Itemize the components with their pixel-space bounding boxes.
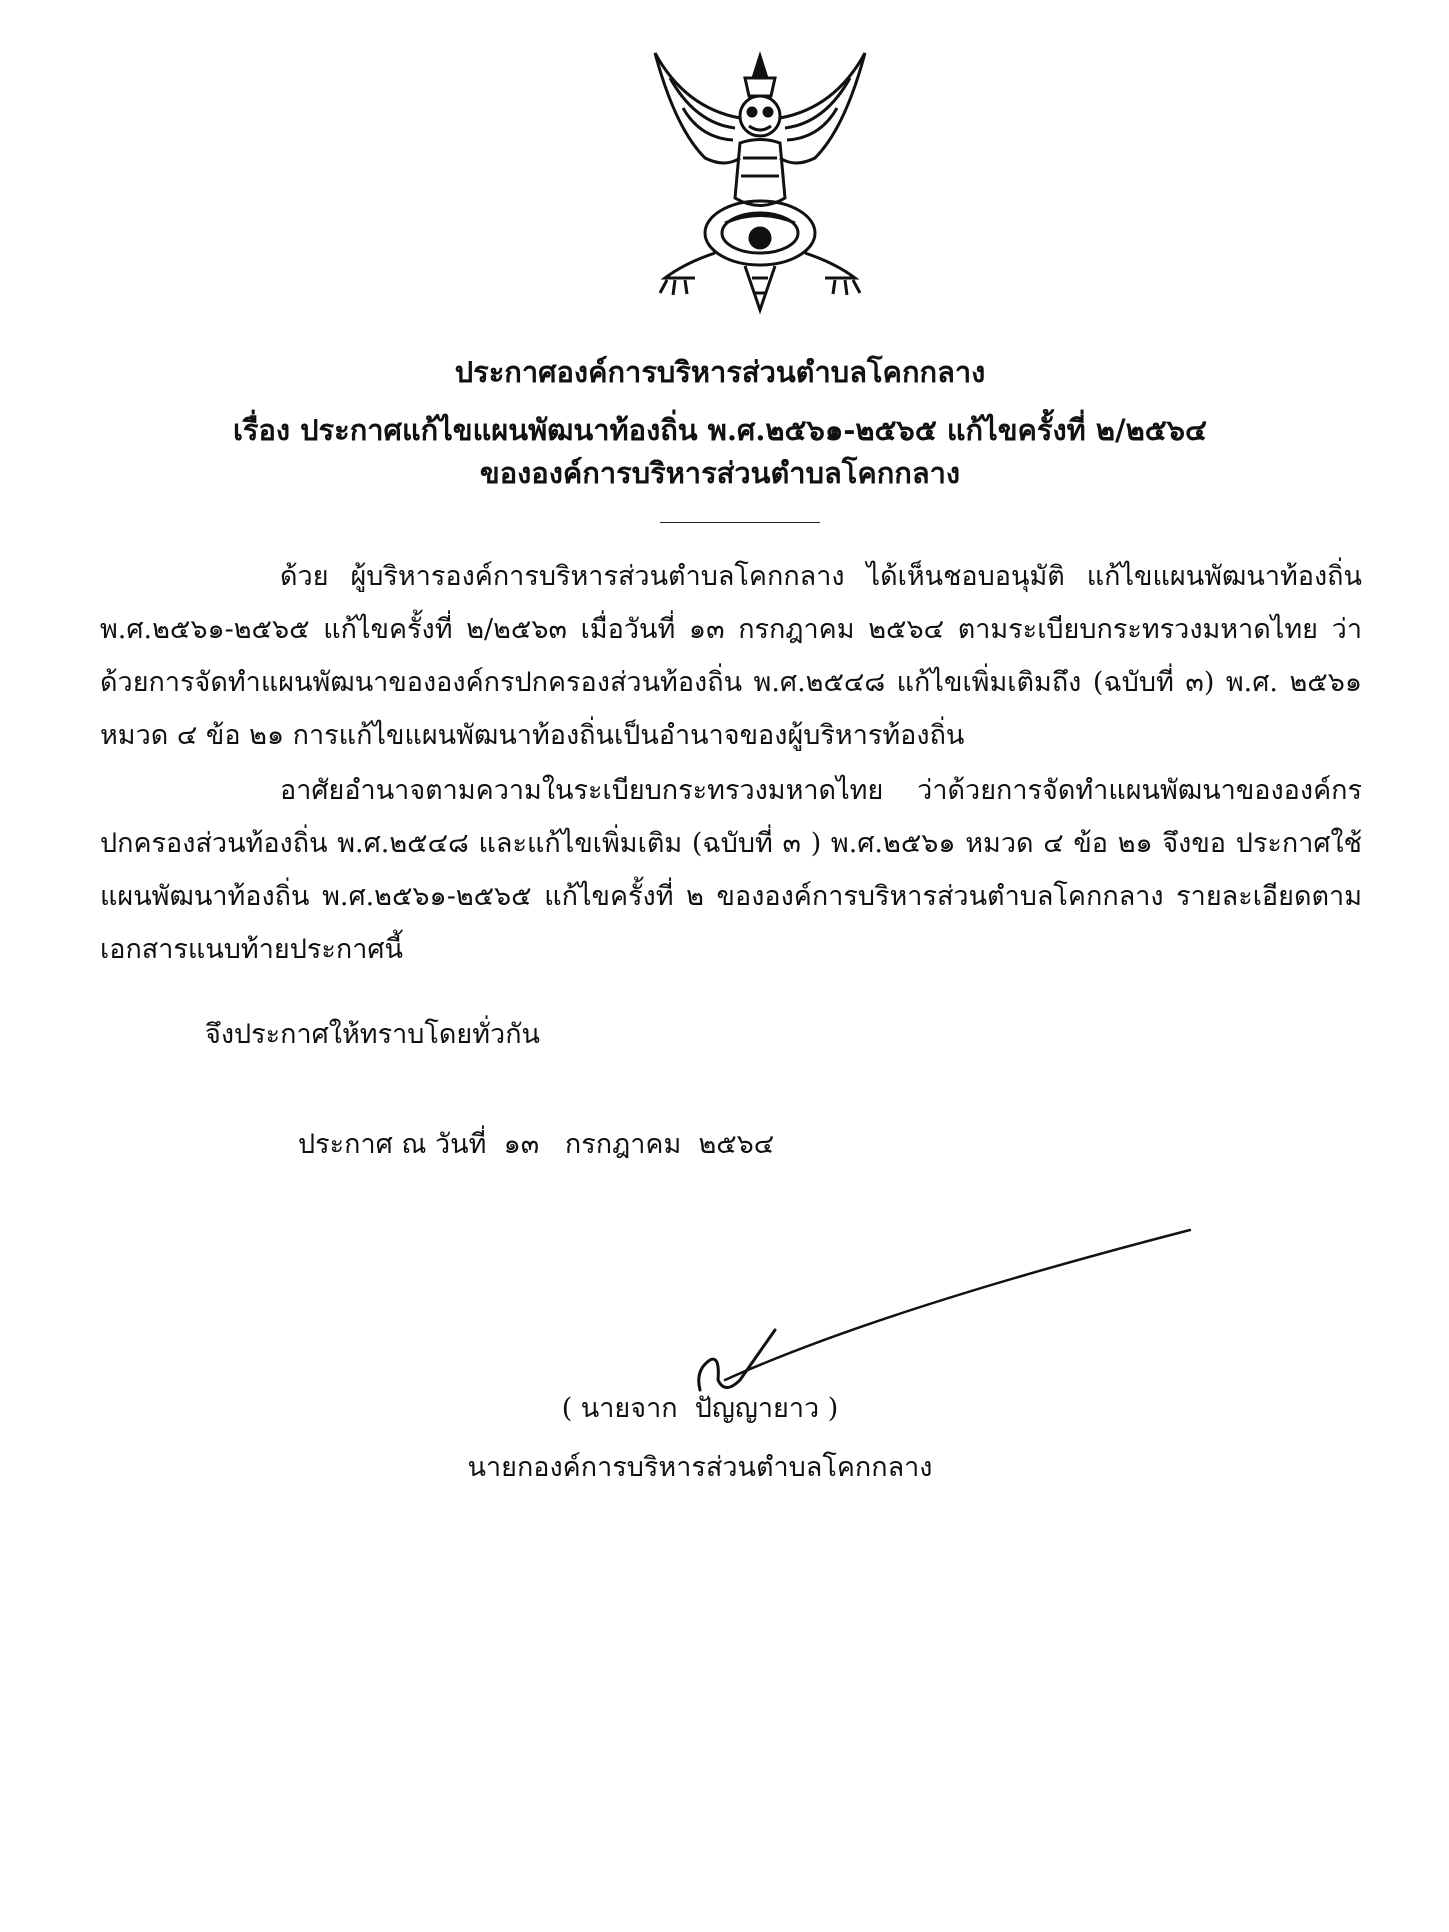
body-paragraph-2: อาศัยอำนาจตามความในระเบียบกระทรวงมหาดไทย ว่าด้วยการจัดทำแผนพัฒนาขององค์กร ปกครองส่วนท้องถิ่น พ.ศ.๒๕๔๘ และแก้ไขเพิ่มเติม (ฉบับที่ ๓ ) พ.ศ.๒๕๖๑ หมวด ๔ ข้อ ๒๑ จึงขอ ประกาศใช้แผนพัฒนาท้องถิ่น พ.ศ.๒๕๖๑-๒๕๖๕ แก้ไขครั้งที่ ๒ ขององค์การบริหารส่วนตำบลโคกกลาง รายละเอียดตามเอกสารแนบท้ายประกาศนี้ (100, 775, 1362, 965)
signer-title: นายกองค์การบริหารส่วนตำบลโคกกลาง (467, 1452, 933, 1483)
body-paragraph-1: ด้วย ผู้บริหารองค์การบริหารส่วนตำบลโคกกลาง ได้เห็นชอบอนุมัติ แก้ไขแผนพัฒนาท้องถิ่น พ.ศ.๒๕๖๑-๒๕๖๕ แก้ไขครั้งที่ ๒/๒๕๖๓ เมื่อวันที่ ๑๓ กรกฎาคม ๒๕๖๔ ตามระเบียบกระทรวงมหาดไทย ว่าด้วยการจัดทำแผนพัฒนาขององค์กรปกครองส่วนท้องถิ่น พ.ศ.๒๕๔๘ แก้ไขเพิ่มเติมถึง (ฉบับที่ ๓) พ.ศ. ๒๕๖๑ หมวด ๔ ข้อ ๒๑ การแก้ไขแผนพัฒนาท้องถิ่นเป็นอำนาจของผู้บริหารท้องถิ่น (100, 561, 1362, 751)
announcement-subject: เรื่อง ประกาศแก้ไขแผนพัฒนาท้องถิ่น พ.ศ.๒๕๖๑-๒๕๖๕ แก้ไขครั้งที่ ๒/๒๕๖๔ (232, 413, 1208, 447)
announcement-date: ประกาศ ณ วันที่ ๑๓ กรกฎาคม ๒๕๖๔ (298, 1129, 775, 1160)
announcement-title: ประกาศองค์การบริหารส่วนตำบลโคกกลาง (454, 355, 986, 389)
garuda-emblem-icon (645, 48, 875, 318)
handwritten-signature-icon (680, 1220, 1200, 1400)
signer-name: ( นายจาก ปัญญายาว ) (561, 1393, 839, 1424)
announcement-issuer: ขององค์การบริหารส่วนตำบลโคกกลาง (479, 456, 961, 490)
header-divider (660, 522, 820, 523)
closing-statement: จึงประกาศให้ทราบโดยทั่วกัน (205, 1019, 540, 1050)
